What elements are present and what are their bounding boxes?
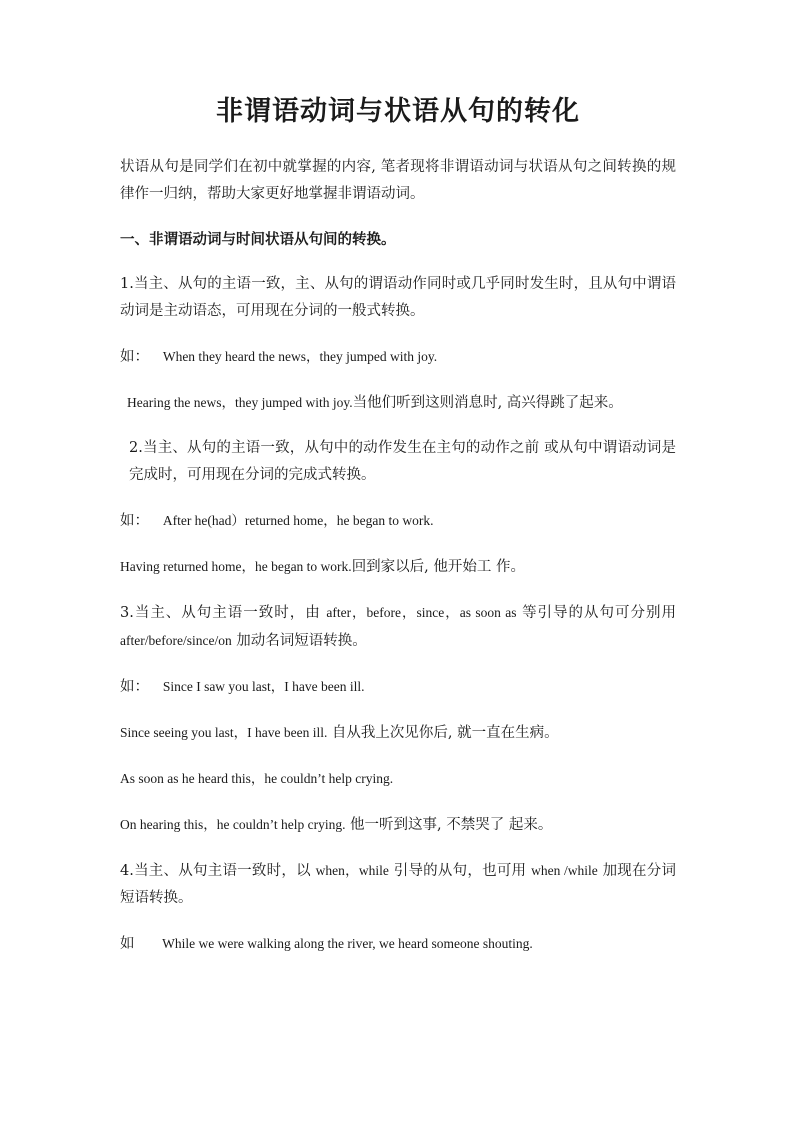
rule-text: 4.当主、从句主语一致时，以 xyxy=(120,863,316,879)
example-chinese: 他一听到这事, 不禁哭了 起来。 xyxy=(345,817,553,833)
document-page xyxy=(120,92,676,976)
rule-1: 1.当主、从句的主语一致，主、从句的谓语动作同时或几乎同时发生时，且从句中谓语动词是主动语态，可用现在分词的一般式转换。 xyxy=(120,276,676,319)
example-3b xyxy=(120,719,676,747)
example-label: 如： xyxy=(120,349,149,365)
example-english: Hearing the news，they jumped with joy. xyxy=(127,395,353,410)
rule-text: 加动名词短语转换。 xyxy=(231,633,367,649)
example-label: 如 xyxy=(120,936,135,952)
rule-4 xyxy=(120,857,676,912)
example-english: Since seeing you last，I have been ill. xyxy=(120,725,328,740)
example-3 xyxy=(120,673,676,701)
example-chinese: 当他们听到这则消息时, 高兴得跳了起来。 xyxy=(352,395,623,411)
rule-text: 加现在分词短语转换。 xyxy=(120,863,676,906)
example-english: Since I saw you last，I have been ill. xyxy=(162,679,365,694)
example-3c xyxy=(120,765,676,793)
example-english: On hearing this，he couldn’t help crying. xyxy=(120,817,346,832)
example-1b xyxy=(120,389,676,417)
rule-2: 2.当主、从句的主语一致，从句中的动作发生在主句的动作之前 或从句中谓语动词是完成时，可用现在分词的完成式转换。 xyxy=(129,440,676,483)
example-english: As soon as he heard this，he couldn’t help crying. xyxy=(120,771,394,786)
example-english: After he(had）returned home，he began to work. xyxy=(162,513,434,528)
rule-english: after/before/since/on xyxy=(120,633,232,648)
rule-text: 3.当主、从句主语一致时，由 xyxy=(120,605,327,621)
example-4 xyxy=(120,930,676,958)
example-3d xyxy=(120,811,676,839)
rule-text: 引导的从句，也可用 xyxy=(388,863,532,879)
example-english: Having returned home，he began to work. xyxy=(120,559,352,574)
rule-english: when /while xyxy=(531,863,598,878)
example-label: 如： xyxy=(120,513,149,529)
rule-text: 等引导的从句可分别用 xyxy=(516,605,676,621)
example-label: 如： xyxy=(120,679,149,695)
intro-paragraph: 状语从句是同学们在初中就掌握的内容, 笔者现将非谓语动词与状语从句之间转换的规律作一归纳，帮助大家更好地掌握非谓语动词。 xyxy=(120,159,676,202)
example-chinese: 自从我上次见你后, 就一直在生病。 xyxy=(327,725,559,741)
rule-english: after，before，since，as soon as xyxy=(326,605,517,620)
document-title: 非谓语动词与状语从句的转化 xyxy=(216,96,580,127)
example-2 xyxy=(120,507,676,535)
section-heading: 一、非谓语动词与时间状语从句间的转换。 xyxy=(120,231,396,248)
example-english: When they heard the news，they jumped with joy. xyxy=(162,349,438,364)
example-1 xyxy=(120,343,676,371)
rule-3 xyxy=(120,599,676,655)
example-chinese: 回到家以后, 他开始工 作。 xyxy=(351,559,526,575)
example-2b xyxy=(120,553,676,581)
rule-english: when，while xyxy=(315,863,389,878)
example-english: While we were walking along the river, we heard someone shouting. xyxy=(162,936,533,951)
